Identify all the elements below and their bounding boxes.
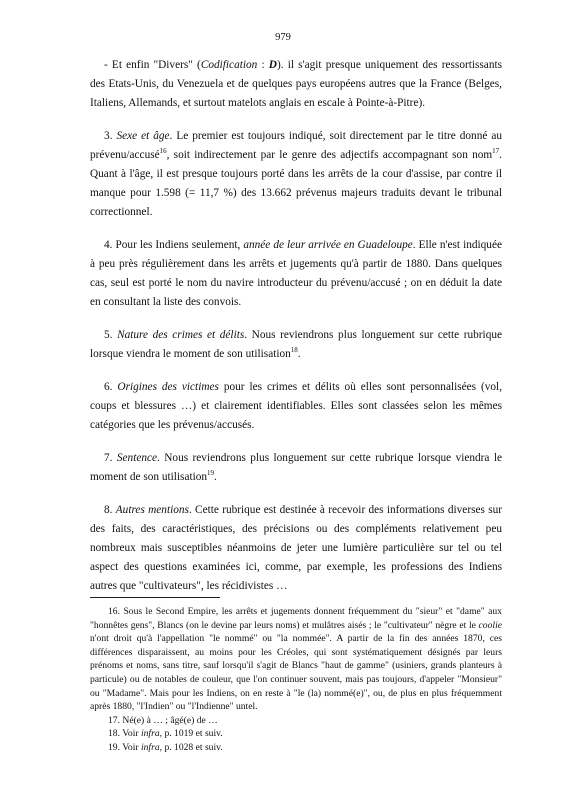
footnote-19 (90, 741, 502, 755)
text-italic: Sexe et âge (116, 130, 170, 142)
text-run: 4. Pour les Indiens seulement, (104, 239, 244, 251)
paragraph-divers (90, 56, 502, 113)
text-italic: Autres mentions (115, 504, 189, 516)
text-run: . Nous reviendrons plus longuement sur cette rubrique lorsque viendra le moment de son utilisation (90, 329, 503, 360)
footnote-separator (90, 597, 220, 598)
text-run: . (297, 348, 301, 360)
paragraph-annee-arrivee (90, 236, 502, 312)
text-run: , p. 1019 et suiv. (159, 728, 223, 740)
text-run: 5. (104, 329, 118, 341)
footnotes (90, 605, 502, 755)
text-bold-italic: D (268, 59, 277, 71)
text-italic: infra (140, 728, 160, 740)
text-run: 18. Voir (108, 728, 141, 740)
text-run: . Cette rubrique est destinée à recevoir des informations diverses sur des faits, des caractéristiques, des précisions ou des compléments relativement peu nombreux mais susceptibles néanmoins de jeter une lumière particulière sur tel ou tel aspect des questions examinées ici, comme, par exemple, les professions des Indiens autres que "cultivateurs", les récidivistes … (90, 504, 502, 592)
text-run: ). il s'agit presque uniquement des ressortissants des Etats-Unis, du Venezuela et de quelques pays européens autres que la France (Belges, Italiens, Allemands, et surtout matelots anglais en escale à Pointe-à-Pitre). (90, 59, 502, 109)
text-run: , soit indirectement par le genre des adjectifs accompagnant son nom (166, 149, 493, 161)
text-run: 6. (104, 381, 118, 393)
text-run: , p. 1028 et suiv. (159, 741, 223, 753)
footnote-16 (90, 605, 502, 714)
footnote-17: 17. Né(e) à … ; âgé(e) de … (108, 714, 218, 726)
text-run: . Elle n'est indiquée à peu près régulièrement dans les arrêts et jugements qu'à partir de 1880. Dans quelques cas, seul est porté le nom du navire introducteur du prévenu/accusé ; on en déduit la date en consultant la liste des convois. (90, 239, 502, 308)
text-italic: Origines des victimes (117, 381, 219, 393)
paragraph-sexe-age (90, 127, 502, 222)
text-italic: infra (140, 741, 160, 753)
text-italic: Nature des crimes et délits (117, 329, 245, 341)
footnote-18 (90, 727, 502, 741)
text-run: pour les crimes et délits où elles sont personnalisées (vol, coups et blessures …) et clairement identifiables. Elles sont classées selon les mêmes catégories que les prévenus/accusés. (90, 381, 503, 431)
footnote-ref-16[interactable]: 16 (159, 147, 167, 156)
page-number: 979 (275, 32, 291, 43)
text-run: 3. (104, 130, 117, 142)
text-run: : (257, 59, 269, 71)
text-run: - Et enfin "Divers" ( (104, 59, 201, 71)
footnote-ref-17[interactable]: 17 (492, 147, 500, 156)
paragraph-autres-mentions (90, 501, 502, 596)
text-italic: Codification (200, 59, 258, 71)
paragraph-nature-crimes (90, 326, 502, 364)
text-italic: année de leur arrivée en Guadeloupe (243, 239, 413, 251)
text-run: 19. Voir (108, 741, 141, 753)
text-run: . Le premier est toujours indiqué, soit directement par le titre donné au prévenu/accusé (90, 130, 502, 161)
text-run: n'ont droit qu'à l'appellation "le nommé" ou "la nommée". A partir de la fin des années 1870, ces différences disparaissent, au moins pour les Créoles, qui sont systématiquement désignés par leurs prénoms et noms, sans titre, sauf lorsqu'il s'agit de Blancs "haut de gamme" (usiniers, grands planteurs à particule) ou de notables de couleur, que l'on continuer souvent, mais pas toujours, d'appeler "Monsieur" ou "Madame". Mais pour les Indiens, on en reste à "le (la) nommé(e)", ou, de plus en plus fréquemment après 1880, "l'Indien" ou "l'Indienne" untel. (90, 633, 502, 713)
paragraph-origines-victimes (90, 378, 502, 435)
paragraph-sentence (90, 449, 502, 487)
text-italic: coolie (478, 619, 502, 631)
footnote-ref-19[interactable]: 19 (207, 469, 215, 478)
text-run: 7. (104, 452, 117, 464)
text-italic: Sentence (116, 452, 158, 464)
text-run: . (214, 471, 217, 483)
text-run: . Quant à l'âge, il est presque toujours porté dans les arrêts de la cour d'assise, par contre il manque pour 1.598 (= 11,7 %) des 13.662 prévenus majeurs traduits devant le tribunal correctionnel. (90, 149, 502, 218)
footnote-ref-18[interactable]: 18 (290, 346, 298, 355)
main-text (90, 56, 502, 610)
text-run: 8. (104, 504, 116, 516)
text-run: 16. Sous le Second Empire, les arrêts et jugements donnent fréquemment du "sieur" et "dame" aux "honnêtes gens", Blancs (on le devine par leurs noms) et mulâtres aisés ; le "cultivateur" nègre et le (90, 606, 502, 631)
text-run: . Nous reviendrons plus longuement sur cette rubrique lorsque viendra le moment de son utilisation (90, 452, 503, 483)
